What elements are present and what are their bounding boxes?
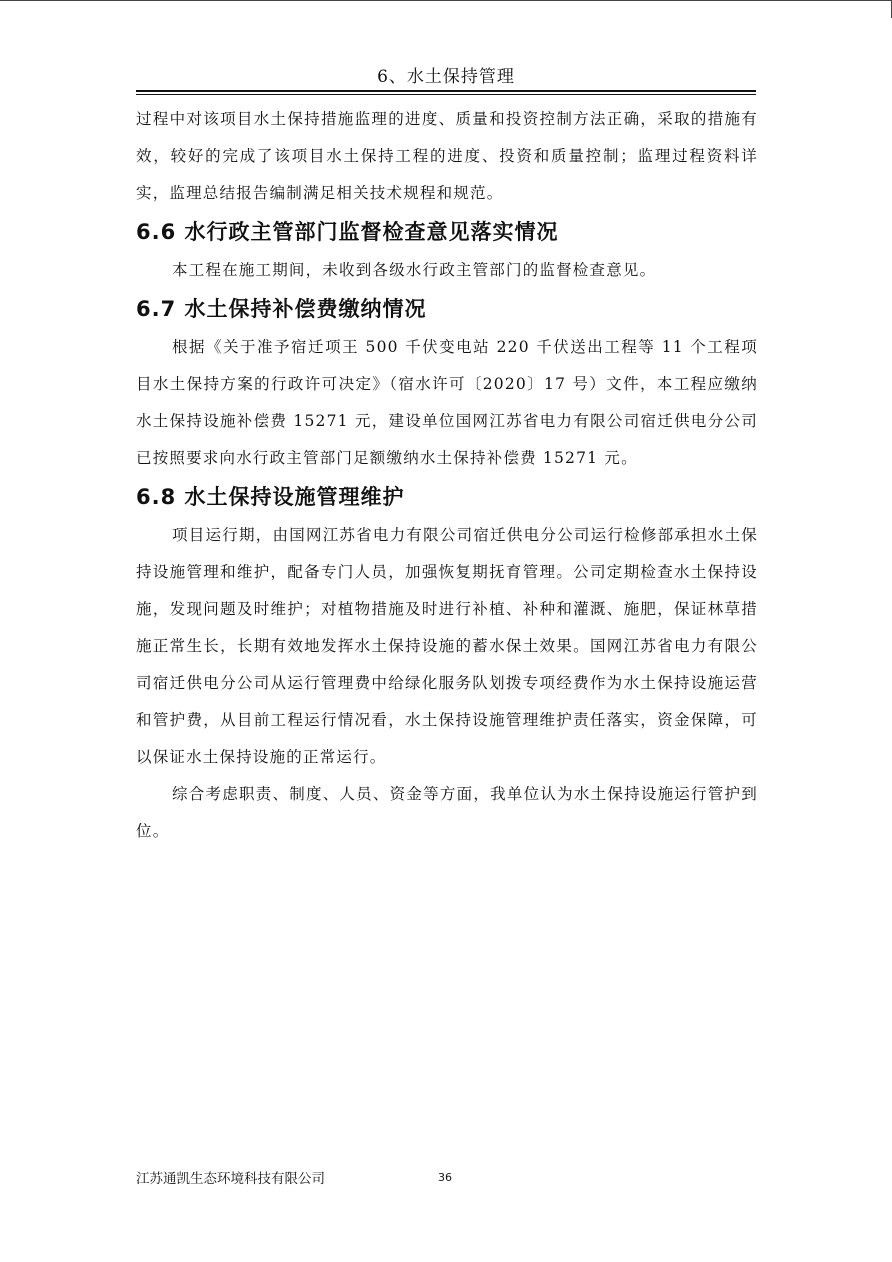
section-heading-6-6: 6.6 水行政主管部门监督检查意见落实情况 bbox=[136, 220, 559, 244]
section-6-8-paragraph-2: 综合考虑职责、制度、人员、资金等方面，我单位认为水土保持设施运行管护到位。 bbox=[136, 785, 758, 840]
page-top-border bbox=[0, 0, 891, 1]
page-content bbox=[136, 101, 758, 850]
header-rule-thin bbox=[136, 94, 756, 95]
footer-page-number: 36 bbox=[438, 1171, 452, 1184]
footer-company-name: 江苏通凯生态环境科技有限公司 bbox=[136, 1171, 325, 1187]
intro-paragraph: 过程中对该项目水土保持措施监理的进度、质量和投资控制方法正确，采取的措施有效，较好的完成了该项目水土保持工程的进度、投资和质量控制；监理过程资料详实，监理总结报告编制满足相关技术规程和规范。 bbox=[136, 110, 758, 202]
section-heading-6-8: 6.8 水土保持设施管理维护 bbox=[136, 485, 405, 509]
section-heading-6-7: 6.7 水土保持补偿费缴纳情况 bbox=[136, 297, 427, 321]
section-6-7-paragraph-1: 根据《关于准予宿迁项王 500 千伏变电站 220 千伏送出工程等 11 个工程项目水土保持方案的行政许可决定》（宿水许可〔2020〕17 号）文件，本工程应缴纳水土保持设施补偿费 15271 元，建设单位国网江苏省电力有限公司宿迁供电分公司已按照要求向水行政主管部门足额缴纳水土保持补偿费 15271 元。 bbox=[136, 338, 758, 467]
running-header-title: 6、水土保持管理 bbox=[377, 67, 515, 87]
header-rule-thick bbox=[136, 90, 756, 92]
section-6-6-paragraph-1: 本工程在施工期间，未收到各级水行政主管部门的监督检查意见。 bbox=[172, 261, 657, 279]
section-6-8-paragraph-1: 项目运行期，由国网江苏省电力有限公司宿迁供电分公司运行检修部承担水土保持设施管理和维护，配备专门人员，加强恢复期抚育管理。公司定期检查水土保持设施，发现问题及时维护；对植物措施及时进行补植、补种和灌溉、施肥，保证林草措施正常生长，长期有效地发挥水土保持设施的蓄水保土效果。国网江苏省电力有限公司宿迁供电分公司从运行管理费中给绿化服务队划拨专项经费作为水土保持设施运营和管护费，从目前工程运行情况看，水土保持设施管理维护责任落实，资金保障，可以保证水土保持设施的正常运行。 bbox=[136, 526, 758, 766]
